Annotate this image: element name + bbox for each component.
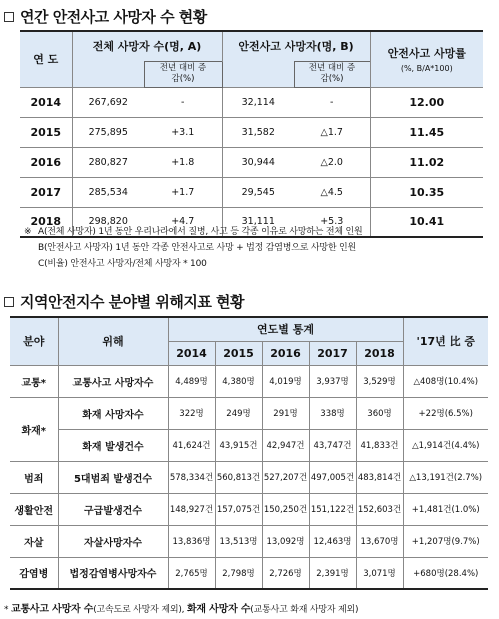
change-cell: △408명(10.4%): [403, 365, 488, 397]
hazard-row: [10, 493, 488, 525]
value-cell: 42,947건: [262, 429, 309, 461]
header-total-blank: [72, 61, 144, 87]
header-rate: [370, 31, 483, 87]
section-title-text: 연간 안전사고 사망자 수 현황: [20, 8, 207, 26]
header-safety-deaths: 안전사고 사망자(명, B): [222, 31, 370, 61]
header-year: 연 도: [20, 31, 72, 87]
footnote-bold-2: 화재 사망자 수: [186, 604, 251, 615]
safety-deaths-cell: 31,582: [222, 117, 294, 147]
value-cell: 527,207건: [262, 461, 309, 493]
value-cell: 249명: [215, 397, 262, 429]
year-row: [20, 87, 483, 117]
header-safety-change: 전년 대비 증감(%): [294, 61, 370, 87]
checkbox-square-icon: [4, 12, 14, 22]
footnote-text-1: (고속도로 사망자 제외),: [93, 605, 187, 615]
value-cell: 3,071명: [356, 557, 403, 589]
value-cell: 2,726명: [262, 557, 309, 589]
hazard-cell: 화재 사망자수: [58, 397, 168, 429]
total-change-cell: -: [144, 87, 222, 117]
safety-change-cell: -: [294, 87, 370, 117]
note-b: B(안전사고 사망자) 1년 동안 각종 안전사고로 사망 + 법정 감염병으로 사망한 인원: [38, 243, 357, 253]
value-cell: 13,513명: [215, 525, 262, 557]
footnote: [4, 600, 358, 615]
field-cell: 범죄: [10, 461, 58, 493]
rate-cell: 11.02: [370, 147, 483, 177]
hazard-cell: 5대범죄 발생건수: [58, 461, 168, 493]
year-cell: 2016: [20, 147, 72, 177]
hazard-cell: 구급발생건수: [58, 493, 168, 525]
value-cell: 41,624건: [168, 429, 215, 461]
hazard-cell: 화재 발생건수: [58, 429, 168, 461]
value-cell: 360명: [356, 397, 403, 429]
value-cell: 322명: [168, 397, 215, 429]
safety-deaths-cell: 32,114: [222, 87, 294, 117]
header-total-deaths: 전체 사망자 수(명, A): [72, 31, 222, 61]
rate-cell: 10.35: [370, 177, 483, 207]
header-rate-label: 안전사고 사망률: [387, 47, 466, 61]
safety-deaths-cell: 31,111: [222, 207, 294, 237]
note-line: [38, 240, 363, 256]
safety-deaths-cell: 29,545: [222, 177, 294, 207]
value-cell: 148,927건: [168, 493, 215, 525]
hazard-row: [10, 397, 488, 429]
value-cell: 150,250건: [262, 493, 309, 525]
year-cell: 2014: [20, 87, 72, 117]
safety-change-cell: △1.7: [294, 117, 370, 147]
value-cell: 483,814건: [356, 461, 403, 493]
total-deaths-cell: 285,534: [72, 177, 144, 207]
value-cell: 338명: [309, 397, 356, 429]
hazard-row: [10, 461, 488, 493]
value-cell: 3,529명: [356, 365, 403, 397]
value-cell: 291명: [262, 397, 309, 429]
change-cell: +1,207명(9.7%): [403, 525, 488, 557]
definition-notes: [24, 224, 363, 272]
value-cell: 578,334건: [168, 461, 215, 493]
footnote-bold-1: 교통사고 사망자 수: [10, 604, 94, 615]
rate-cell: 10.41: [370, 207, 483, 237]
header-yearly-stats: 연도별 통계: [168, 317, 403, 341]
header-year-2014: 2014: [168, 341, 215, 365]
note-c: C(비율) 안전사고 사망자/전체 사망자 * 100: [38, 259, 207, 269]
value-cell: 157,075건: [215, 493, 262, 525]
change-cell: +22명(6.5%): [403, 397, 488, 429]
total-change-cell: +1.7: [144, 177, 222, 207]
value-cell: 4,019명: [262, 365, 309, 397]
note-line: [38, 256, 363, 272]
field-cell: 화재*: [10, 397, 58, 461]
year-cell: 2015: [20, 117, 72, 147]
hazard-row: [10, 429, 488, 461]
header-safety-blank: [222, 61, 294, 87]
year-row: [20, 117, 483, 147]
change-cell: △13,191건(2.7%): [403, 461, 488, 493]
hazard-row: [10, 525, 488, 557]
total-deaths-cell: 267,692: [72, 87, 144, 117]
year-cell: 2017: [20, 177, 72, 207]
header-year-2015: 2015: [215, 341, 262, 365]
rate-cell: 12.00: [370, 87, 483, 117]
note-line: [24, 224, 363, 240]
change-cell: +680명(28.4%): [403, 557, 488, 589]
total-change-cell: +1.8: [144, 147, 222, 177]
value-cell: 13,670명: [356, 525, 403, 557]
rate-cell: 11.45: [370, 117, 483, 147]
hazard-index-table: [10, 316, 488, 590]
safety-deaths-cell: 30,944: [222, 147, 294, 177]
value-cell: 13,836명: [168, 525, 215, 557]
section-title-text: 지역안전지수 분야별 위해지표 현황: [20, 293, 245, 311]
value-cell: 43,915건: [215, 429, 262, 461]
year-cell: 2018: [20, 207, 72, 237]
value-cell: 2,798명: [215, 557, 262, 589]
field-cell: 자살: [10, 525, 58, 557]
change-cell: △1,914건(4.4%): [403, 429, 488, 461]
value-cell: 43,747건: [309, 429, 356, 461]
footnote-star: *: [4, 605, 9, 615]
hazard-row: [10, 557, 488, 589]
section-title-annual-deaths: [4, 6, 207, 27]
field-cell: 생활안전: [10, 493, 58, 525]
value-cell: 497,005건: [309, 461, 356, 493]
header-compare: '17년 比 증: [403, 317, 488, 365]
hazard-cell: 교통사고 사망자수: [58, 365, 168, 397]
header-rate-unit: (%, B/A*100): [400, 64, 453, 74]
header-year-2017: 2017: [309, 341, 356, 365]
safety-change-cell: △4.5: [294, 177, 370, 207]
total-change-cell: +4.7: [144, 207, 222, 237]
checkbox-square-icon: [4, 297, 14, 307]
hazard-row: [10, 365, 488, 397]
field-cell: 교통*: [10, 365, 58, 397]
value-cell: 4,489명: [168, 365, 215, 397]
value-cell: 560,813건: [215, 461, 262, 493]
section-title-regional-index: [4, 291, 244, 312]
value-cell: 12,463명: [309, 525, 356, 557]
value-cell: 2,765명: [168, 557, 215, 589]
field-cell: 감염병: [10, 557, 58, 589]
header-field: 분야: [10, 317, 58, 365]
header-year-2016: 2016: [262, 341, 309, 365]
annual-deaths-table: [20, 30, 483, 238]
value-cell: 3,937명: [309, 365, 356, 397]
year-row: [20, 147, 483, 177]
total-deaths-cell: 280,827: [72, 147, 144, 177]
value-cell: 2,391명: [309, 557, 356, 589]
year-row: [20, 177, 483, 207]
header-year-2018: 2018: [356, 341, 403, 365]
note-a: A(전체 사망자) 1년 동안 우리나라에서 질병, 사고 등 각종 이유로 사망하는 전체 인원: [38, 227, 363, 237]
value-cell: 152,603건: [356, 493, 403, 525]
total-deaths-cell: 298,820: [72, 207, 144, 237]
safety-change-cell: △2.0: [294, 147, 370, 177]
value-cell: 4,380명: [215, 365, 262, 397]
total-deaths-cell: 275,895: [72, 117, 144, 147]
value-cell: 41,833건: [356, 429, 403, 461]
hazard-cell: 자살사망자수: [58, 525, 168, 557]
header-hazard: 위해: [58, 317, 168, 365]
hazard-cell: 법정감염병사망자수: [58, 557, 168, 589]
safety-change-cell: +5.3: [294, 207, 370, 237]
total-change-cell: +3.1: [144, 117, 222, 147]
change-cell: +1,481건(1.0%): [403, 493, 488, 525]
value-cell: 13,092명: [262, 525, 309, 557]
value-cell: 151,122건: [309, 493, 356, 525]
note-mark: ※: [24, 227, 32, 237]
footnote-text-2: (교통사고 화재 사망자 제외): [250, 605, 359, 615]
header-total-change: 전년 대비 증감(%): [144, 61, 222, 87]
